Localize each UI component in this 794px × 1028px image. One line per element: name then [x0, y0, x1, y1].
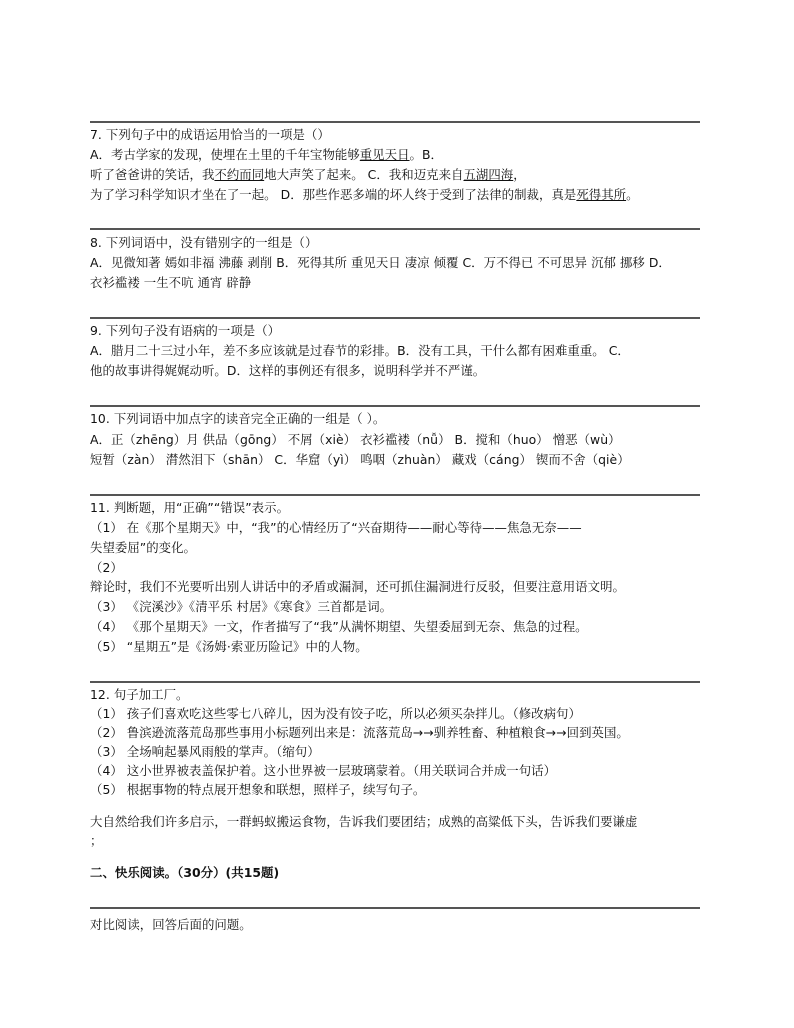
q8-options-cont: 衣衫褴褛 一生不吭 通宵 辟静	[90, 275, 252, 290]
divider	[90, 681, 700, 683]
q12-example: 大自然给我们许多启示，一群蚂蚁搬运食物，告诉我们要团结；成熟的高粱低下头，告诉我们要谦虚	[90, 814, 638, 829]
q10-stem: 10. 下列词语中加点字的读音完全正确的一组是（ ）。	[90, 411, 386, 426]
q12-item-3: （3） 全场响起暴风雨般的掌声。（缩句）	[90, 744, 320, 759]
underlined-idiom: 重见天日	[359, 147, 410, 162]
q9-stem: 9. 下列句子没有语病的一项是（）	[90, 323, 281, 338]
q9-options-cont: 他的故事讲得娓娓动听。D．这样的事例还有很多，说明科学并不严谨。	[90, 363, 486, 378]
q12-item-4: （4） 这小世界被表盖保护着。这小世界被一层玻璃蒙着。（用关联词合并成一句话）	[90, 763, 557, 778]
divider	[90, 121, 700, 123]
q11-item-2-cont: 辩论时，我们不光要听出别人讲话中的矛盾或漏洞，还可抓住漏洞进行反驳，但要注意用语文明。	[90, 579, 625, 594]
q7-option-a: A．考古学家的发现，使埋在土里的千年宝物能够重见天日。B．	[90, 147, 443, 162]
q7-option-d: 为了学习科学知识才坐在了一起。 D．那些作恶多端的坏人终于受到了法律的制裁，真是死得其所。	[90, 187, 639, 202]
divider	[90, 405, 700, 407]
q8-stem: 8. 下列词语中，没有错别字的一组是（）	[90, 235, 318, 250]
q10-options: A．正（zhēng）月 供品（gōng） 不屑（xiè） 衣衫褴褛（nǚ） B．搅和（huo） 憎恶（wù）	[90, 432, 621, 447]
q9-options: A．腊月二十三过小年，差不多应该就是过春节的彩排。B．没有工具，干什么都有困难重重。 C．	[90, 343, 630, 358]
divider	[90, 907, 700, 909]
section-title: 二、快乐阅读。（30分）(共15题)	[90, 865, 280, 880]
divider	[90, 228, 700, 230]
section-intro: 对比阅读，回答后面的问题。	[90, 917, 252, 932]
underlined-idiom: 五湖四海	[463, 167, 514, 182]
q7-option-b: 听了爸爸讲的笑话，我不约而同地大声笑了起来。 C．我和迈克来自五湖四海，	[90, 167, 526, 182]
q12-example-end: ；	[90, 833, 103, 848]
underlined-idiom: 不约而同	[214, 167, 265, 182]
q12-item-5: （5） 根据事物的特点展开想象和联想，照样子，续写句子。	[90, 782, 426, 797]
q12-item-1: （1） 孩子们喜欢吃这些零七八碎儿，因为没有饺子吃，所以必须买杂拌儿。（修改病句）	[90, 706, 581, 721]
q12-stem: 12. 句子加工厂。	[90, 687, 189, 702]
q11-item-1: （1） 在《那个星期天》中，“我”的心情经历了“兴奋期待——耐心等待——焦急无奈——	[90, 520, 582, 535]
q7-stem: 7. 下列句子中的成语运用恰当的一项是（）	[90, 127, 330, 142]
q11-item-3: （3） 《浣溪沙》《清平乐 村居》《寒食》三首都是词。	[90, 599, 393, 614]
q11-item-5: （5） “星期五”是《汤姆·索亚历险记》中的人物。	[90, 639, 368, 654]
divider	[90, 494, 700, 496]
q11-item-2: （2）	[90, 560, 123, 575]
q10-options-cont: 短暂（zàn） 潸然泪下（shān） C．华窟（yì） 鸣咽（zhuàn） 藏戏（cáng） 锲而不舍（qiè）	[90, 452, 630, 467]
q11-stem: 11. 判断题，用“正确”“错误”表示。	[90, 500, 290, 515]
q11-item-1-cont: 失望委屈”的变化。	[90, 540, 196, 555]
q8-options: A．见微知著 嫣如非福 沸藤 剥削 B．死得其所 重见天日 凄凉 倾覆 C．万不得已 不可思异 沉郁 挪移 D．	[90, 255, 671, 270]
q11-item-4: （4） 《那个星期天》一文，作者描写了“我”从满怀期望、失望委屈到无奈、焦急的过程。	[90, 619, 588, 634]
q12-item-2: （2） 鲁滨逊流落荒岛那些事用小标题列出来是：流落荒岛→→驯养牲畜、种植粮食→→回到英国。	[90, 725, 629, 740]
underlined-idiom: 死得其所	[576, 187, 627, 202]
divider	[90, 317, 700, 319]
